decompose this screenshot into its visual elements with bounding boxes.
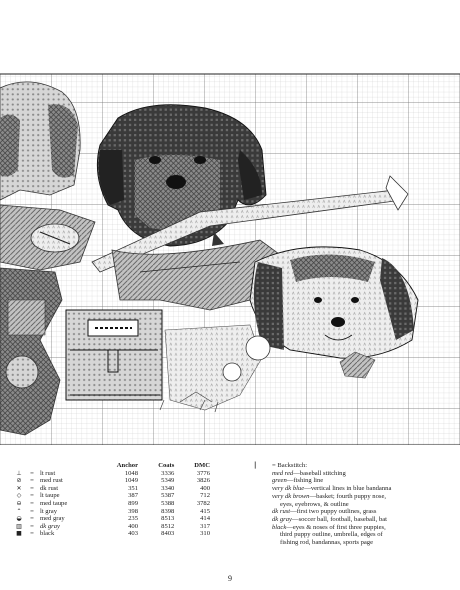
legend-dmc: 400 bbox=[200, 484, 210, 492]
legend-symbol: ◒ bbox=[16, 515, 22, 523]
legend-anchor: 351 bbox=[128, 484, 139, 492]
legend-equals: = bbox=[30, 499, 34, 507]
left-puppy bbox=[0, 82, 80, 200]
legend-coats: 3336 bbox=[161, 469, 175, 477]
legend-coats: 8512 bbox=[161, 522, 175, 530]
legend-symbol: ▥ bbox=[16, 522, 22, 530]
backstitch-item bbox=[254, 524, 450, 532]
legend-coats: 5388 bbox=[161, 499, 175, 507]
legend-equals: = bbox=[30, 522, 34, 530]
legend-symbol: ◇ bbox=[16, 492, 22, 500]
legend-equals: = bbox=[30, 469, 34, 477]
legend-color-name: black bbox=[40, 530, 55, 538]
legend-equals: = bbox=[30, 515, 34, 523]
legend-row bbox=[12, 485, 212, 493]
backstitch-color: dk gray bbox=[272, 515, 292, 523]
backstitch-text: —vertical lines in blue bandanna bbox=[304, 485, 392, 493]
legend-color-name: med gray bbox=[40, 515, 65, 523]
floss-legend bbox=[12, 462, 212, 538]
backstitch-text: eyes, eyebrows, & outline bbox=[280, 500, 349, 508]
legend-coats: 5349 bbox=[161, 477, 175, 485]
legend-symbol: ⊘ bbox=[16, 477, 22, 485]
backstitch-mark: | bbox=[254, 461, 257, 469]
legend-row bbox=[12, 515, 212, 523]
legend-dmc: 415 bbox=[200, 507, 210, 515]
legend-dmc: 317 bbox=[200, 522, 210, 530]
legend-header-coats: Coats bbox=[158, 462, 175, 469]
legend-body bbox=[12, 470, 212, 538]
legend-row bbox=[12, 477, 212, 485]
legend-equals: = bbox=[30, 492, 34, 500]
legend-color-name: med taupe bbox=[40, 499, 68, 507]
backstitch-items bbox=[254, 470, 450, 547]
backstitch-item bbox=[254, 470, 450, 478]
backstitch-color: med red bbox=[272, 469, 294, 477]
legend-symbol: ✕ bbox=[16, 484, 22, 492]
backstitch-text: —basket; fourth puppy nose, bbox=[309, 492, 387, 500]
legend-row bbox=[12, 523, 212, 531]
legend-dmc: 3776 bbox=[196, 469, 210, 477]
legend-color-name: dk rust bbox=[40, 484, 59, 492]
legend-symbol: ⊥ bbox=[16, 469, 22, 477]
legend-coats: 8513 bbox=[161, 515, 175, 523]
legend-anchor: 235 bbox=[128, 515, 139, 523]
backstitch-text: —soccer ball, football, baseball, bat bbox=[291, 515, 387, 523]
legend-dmc: 3782 bbox=[196, 499, 210, 507]
legend-row bbox=[12, 508, 212, 516]
basket bbox=[66, 310, 162, 400]
legend-symbol: ■ bbox=[16, 530, 22, 538]
legend-equals: = bbox=[30, 484, 34, 492]
backstitch-text: third puppy outline, umbrella, edges of bbox=[280, 531, 383, 539]
legend-equals: = bbox=[30, 530, 34, 538]
legend-dmc: 310 bbox=[200, 530, 210, 538]
backstitch-item bbox=[254, 501, 450, 509]
legend-row bbox=[12, 492, 212, 500]
backstitch-item bbox=[254, 485, 450, 493]
legend-equals: = bbox=[30, 477, 34, 485]
floss-legend-table bbox=[12, 462, 212, 538]
legend-color-name: lt rust bbox=[40, 469, 56, 477]
legend-dmc: 712 bbox=[200, 492, 210, 500]
legend-header-row bbox=[12, 462, 212, 470]
backstitch-text: —first two puppy outlines, grass bbox=[290, 508, 377, 516]
backstitch-color: black bbox=[272, 523, 287, 531]
legend-anchor: 899 bbox=[128, 499, 139, 507]
backstitch-color: very dk brown bbox=[272, 492, 310, 500]
legend-symbol: ⊖ bbox=[16, 499, 22, 507]
backstitch-item bbox=[254, 531, 450, 539]
legend-color-name: lt gray bbox=[40, 507, 58, 515]
legend-anchor: 403 bbox=[128, 530, 139, 538]
legend-row bbox=[12, 530, 212, 538]
legend-coats: 5387 bbox=[161, 492, 175, 500]
legend-color-name: dk gray bbox=[40, 522, 60, 530]
backstitch-item bbox=[254, 539, 450, 547]
backstitch-text: —baseball stitching bbox=[293, 469, 346, 477]
backstitch-color: very dk blue bbox=[272, 485, 305, 493]
legend-color-name: lt taupe bbox=[40, 492, 60, 500]
backstitch-item bbox=[254, 477, 450, 485]
backstitch-color: dk rust bbox=[272, 508, 291, 516]
backstitch-item bbox=[254, 508, 450, 516]
legend-anchor: 387 bbox=[128, 492, 139, 500]
legend-anchor: 1048 bbox=[124, 469, 139, 477]
backstitch-title-row bbox=[254, 462, 450, 470]
legend-color-name: med rust bbox=[40, 477, 63, 485]
backstitch-title: = Backstitch: bbox=[272, 462, 308, 469]
legend-row bbox=[12, 470, 212, 478]
legend-anchor: 398 bbox=[128, 507, 139, 515]
legend-equals: = bbox=[30, 507, 34, 515]
legend-coats: 8398 bbox=[161, 507, 175, 515]
legend-anchor: 1049 bbox=[124, 477, 139, 485]
legend-header-dmc: DMC bbox=[194, 462, 210, 469]
backstitch-item bbox=[254, 493, 450, 501]
backstitch-text: fishing rod, bandannas, sports page bbox=[280, 539, 374, 547]
legend-dmc: 414 bbox=[200, 515, 210, 523]
backstitch-key bbox=[254, 462, 450, 547]
backstitch-color: green bbox=[272, 477, 287, 485]
legend-anchor: 400 bbox=[128, 522, 139, 530]
legend-coats: 3340 bbox=[161, 484, 175, 492]
legend-header-anchor: Anchor bbox=[116, 462, 139, 469]
legend-symbol: ⌃ bbox=[16, 507, 22, 515]
legend-coats: 8403 bbox=[161, 530, 175, 538]
page-number: 9 bbox=[228, 574, 232, 583]
backstitch-item bbox=[254, 516, 450, 524]
backstitch-text: —eyes & noses of first three puppies, bbox=[286, 523, 386, 531]
legend-dmc: 3826 bbox=[196, 477, 210, 485]
legend-row bbox=[12, 500, 212, 508]
backstitch-text: —fishing line bbox=[286, 477, 324, 485]
